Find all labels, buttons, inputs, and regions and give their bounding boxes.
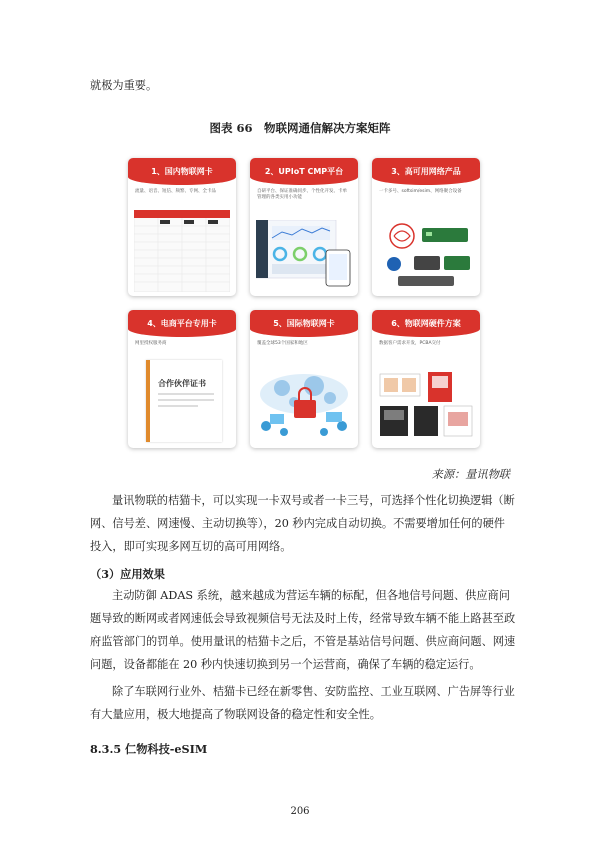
card-label: 6、物联网硬件方案 xyxy=(372,310,480,337)
page-number: 206 xyxy=(290,806,310,817)
certificate-title: 合作伙伴证书 xyxy=(158,379,206,388)
card-desc: 流量、语音、短信、频繁、专网、全卡品 xyxy=(135,189,216,194)
card-label: 3、高可用网络产品 xyxy=(372,158,480,185)
card-iot-hardware xyxy=(372,310,480,448)
solution-matrix-figure xyxy=(128,158,480,448)
global-security-image xyxy=(254,360,354,444)
hardware-devices-image xyxy=(378,372,474,442)
figure-source: 来源：量讯物联 xyxy=(431,468,510,481)
card-label: 4、电商平台专用卡 xyxy=(128,310,236,337)
section-heading: 8.3.5 仁物科技-eSIM xyxy=(90,742,208,756)
card-label: 2、UPIoT CMP平台 xyxy=(250,158,358,185)
network-devices-image xyxy=(378,214,474,292)
dashboard-image xyxy=(256,220,352,290)
card-desc: 自研平台、保证准确同步、个性化开发、卡单管理的各类实用小功能 xyxy=(257,189,347,200)
card-high-availability-products xyxy=(372,158,480,296)
card-international-iot-sim xyxy=(250,310,358,448)
card-ecommerce-sim xyxy=(128,310,236,448)
subheading-effect: （3）应用效果 xyxy=(90,567,165,581)
card-domestic-iot-sim xyxy=(128,158,236,296)
card-label: 1、国内物联网卡 xyxy=(128,158,236,185)
paragraph-2: 主动防御 ADAS 系统，越来越成为营运车辆的标配，但各地信号问题、供应商问题导致的断网或者网速低会导致视频信号无法及时上传，经常导致车辆不能上路甚至政府监管部门的罚单。使用量讯的桔猫卡之后，不管是基站信号问题、供应商问题、网速问题，设备都能在 20 秒内快速切换到另一个运营商，确保了车辆的稳定运行。 xyxy=(90,589,516,671)
top-line: 就极为重要。 xyxy=(90,79,158,92)
paragraph-1: 量讯物联的桔猫卡，可以实现一卡双号或者一卡三号，可选择个性化切换逻辑（断网、信号差、网速慢、主动切换等），20 秒内完成自动切换。不需要增加任何的硬件投入，即可实现多网互切的高可用网络。 xyxy=(90,494,515,553)
figure-title: 图表 66 物联网通信解决方案矩阵 xyxy=(209,121,391,135)
card-desc: 一卡多号、softsim/esim、网络聚合设备 xyxy=(379,189,462,194)
card-desc: 覆盖全球53个国家和地区 xyxy=(257,341,308,346)
paragraph-3: 除了车联网行业外、桔猫卡已经在新零售、安防监控、工业互联网、广告屏等行业有大量应用，极大地提高了物联网设备的稳定性和安全性。 xyxy=(90,685,515,721)
card-desc: 数据客户需求开发，PCBA交付 xyxy=(379,341,441,346)
partner-certificate xyxy=(146,360,222,442)
pricing-table-image xyxy=(134,210,230,292)
card-desc: 网里授权服务商 xyxy=(135,341,167,346)
card-label: 5、国际物联网卡 xyxy=(250,310,358,337)
card-upiot-cmp-platform xyxy=(250,158,358,296)
